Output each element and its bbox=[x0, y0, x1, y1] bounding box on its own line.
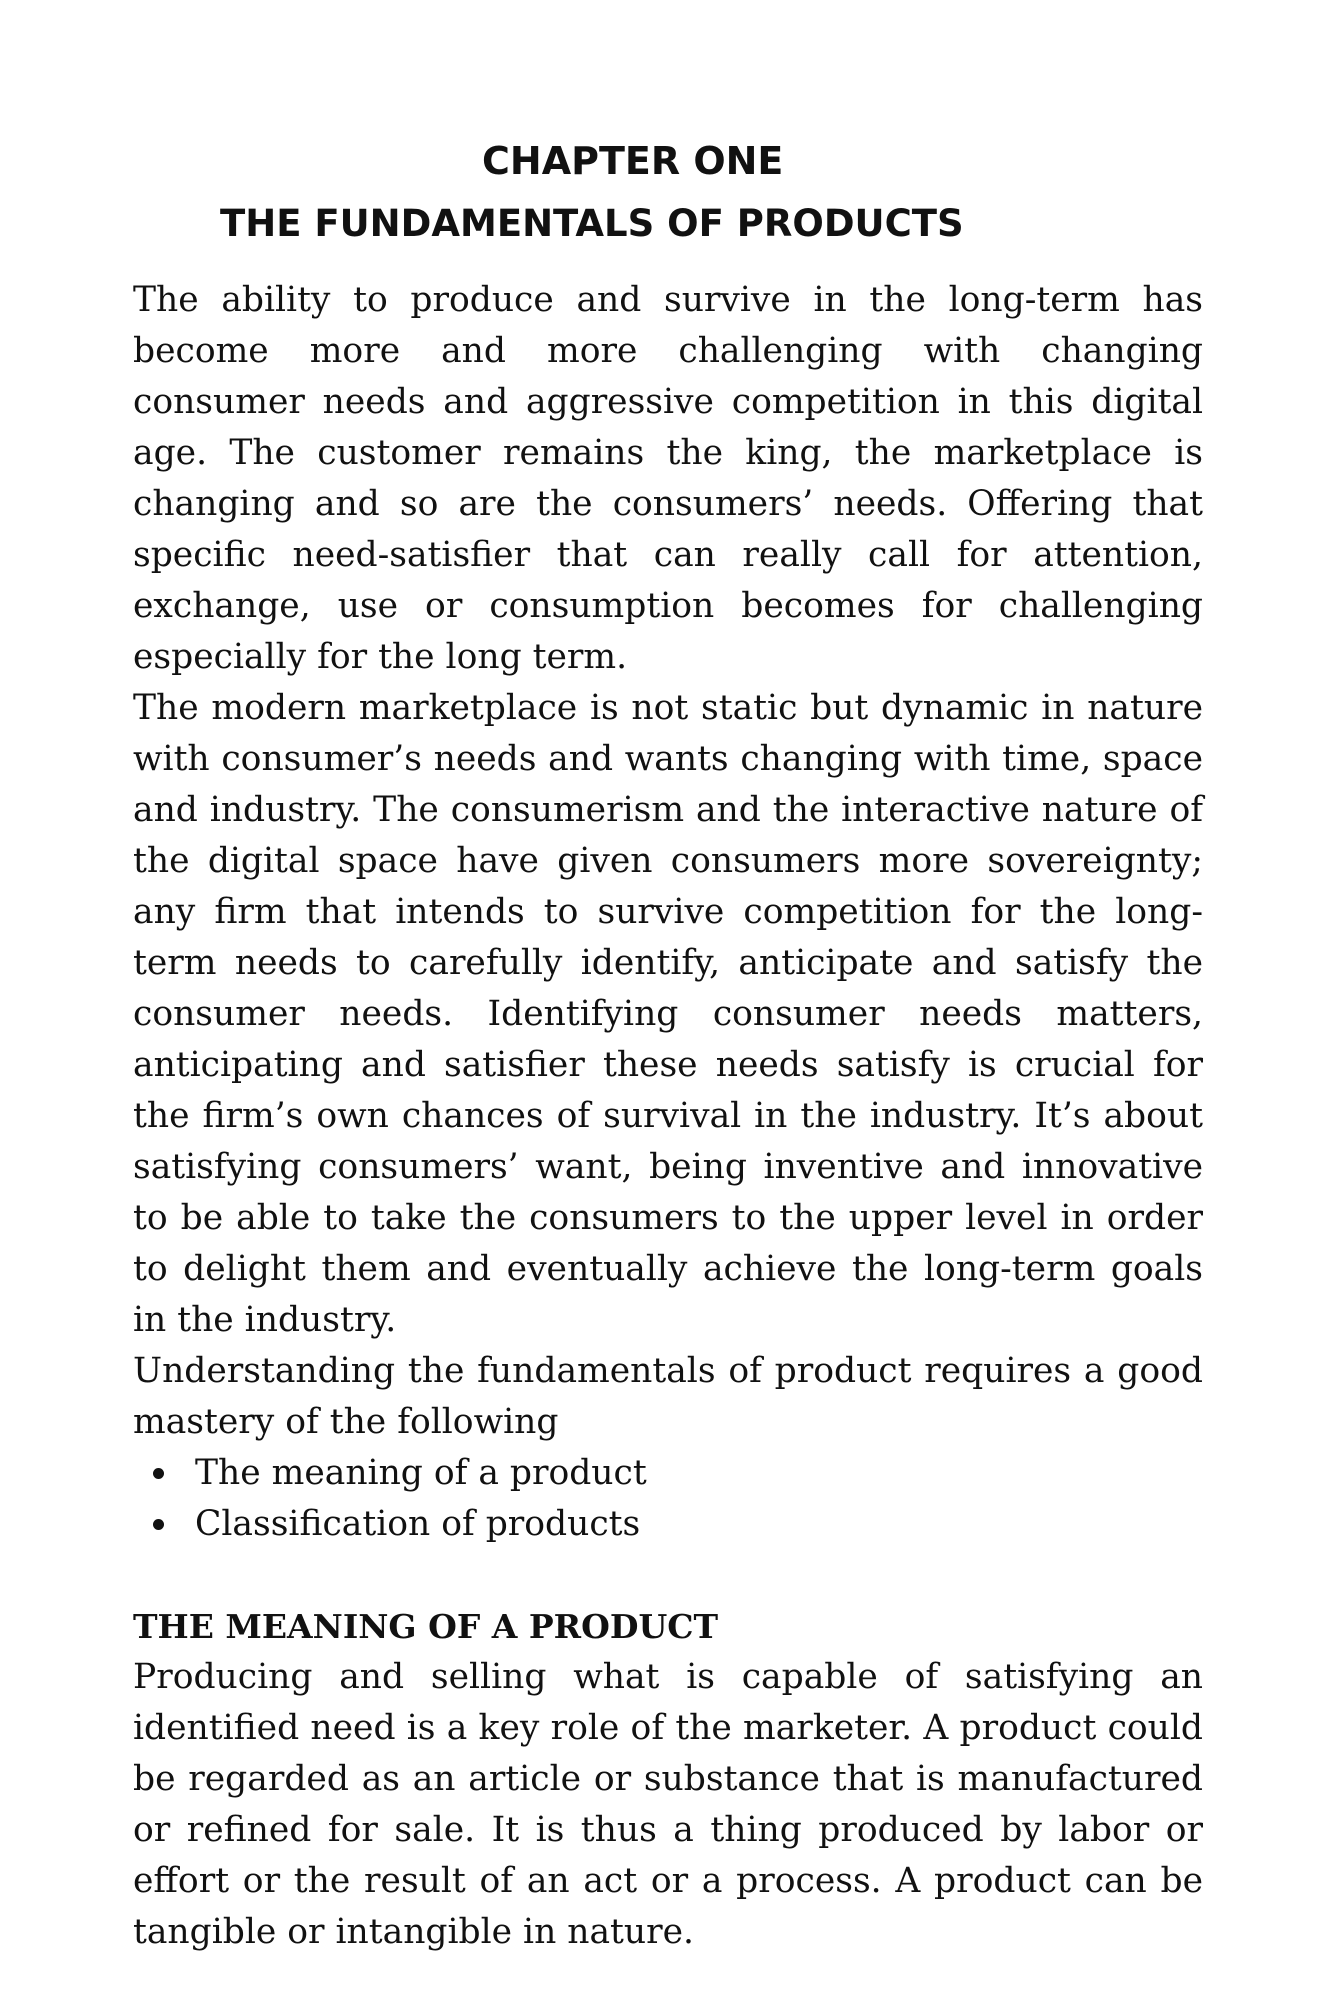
body-text bbox=[133, 275, 1203, 1958]
section-heading: THE MEANING OF A PRODUCT bbox=[133, 1607, 719, 1646]
paragraph-intro: The ability to produce and survive in the long-term has become more and more challenging with changing consumer needs and aggressive competition in this digital age. The customer remains the king, the marketplace is changing and so are the consumers’ needs. Offering that specific need-satisfier that can really call for attention, exchange, use or consumption becomes for challenging especially for the long term. bbox=[133, 280, 1203, 677]
bullet-icon bbox=[153, 1468, 164, 1479]
bullet-list bbox=[133, 1448, 1203, 1550]
list-item-text: Classification of products bbox=[195, 1504, 641, 1544]
list-item bbox=[133, 1448, 1203, 1499]
paragraph-meaning: Producing and selling what is capable of satisfying an identified need is a key role of the marketer. A product could be regarded as an article or substance that is manufactured or refined for sale. It is thus a thing produced by labor or effort or the result of an act or a process. A product can be tangible or intangible in nature. bbox=[133, 1657, 1203, 1952]
paragraph-understanding: Understanding the fundamentals of product requires a good mastery of the following bbox=[133, 1351, 1203, 1442]
list-item-text: The meaning of a product bbox=[195, 1453, 647, 1493]
section-spacer bbox=[133, 1550, 1203, 1601]
list-item bbox=[133, 1499, 1203, 1550]
paragraph-marketplace: The modern marketplace is not static but dynamic in nature with consumer’s needs and wants changing with time, space and industry. The consumerism and the interactive nature of the digital space have given consumers more sovereignty; any firm that intends to survive competition for the long-term needs to carefully identify, anticipate and satisfy the consumer needs. Identifying consumer needs matters, anticipating and satisfier these needs satisfy is crucial for the firm’s own chances of survival in the industry. It’s about satisfying consumers’ want, being inventive and innovative to be able to take the consumers to the upper level in order to delight them and eventually achieve the long-term goals in the industry. bbox=[133, 688, 1203, 1340]
bullet-icon bbox=[153, 1519, 164, 1530]
chapter-title: THE FUNDAMENTALS OF PRODUCTS bbox=[220, 202, 964, 245]
chapter-label: CHAPTER ONE bbox=[482, 139, 784, 183]
